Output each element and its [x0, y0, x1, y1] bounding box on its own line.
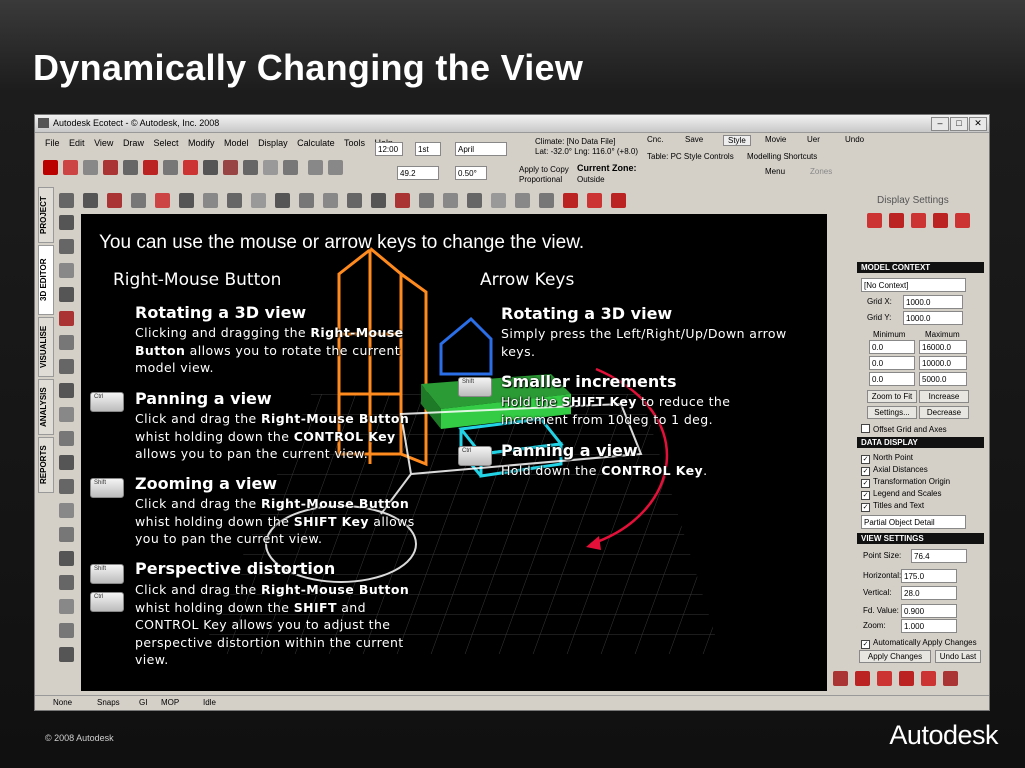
- status-selection: None: [53, 698, 73, 707]
- key-label: Ctrl: [94, 594, 104, 600]
- scale-icon[interactable]: [107, 193, 122, 208]
- right-desc-pan: [501, 462, 791, 480]
- desc-text: Click and drag the: [135, 582, 261, 597]
- plane-icon[interactable]: [59, 335, 74, 350]
- minimize-button[interactable]: –: [931, 117, 949, 131]
- panel-bottom-icon-3[interactable]: [877, 671, 892, 686]
- point-icon[interactable]: [59, 311, 74, 326]
- intro-text: You can use the mouse or arrow keys to change the view.: [99, 232, 585, 253]
- panel-icon-4[interactable]: [933, 213, 948, 228]
- status-snaps[interactable]: Snaps: [97, 698, 120, 707]
- menu-shortcut[interactable]: Menu: [765, 167, 786, 176]
- tab-undo[interactable]: Undo: [845, 135, 865, 144]
- panel-icon-1[interactable]: [867, 213, 882, 228]
- close-button[interactable]: ✕: [969, 117, 987, 131]
- panel-bottom-icon-4[interactable]: [899, 671, 914, 686]
- box3-icon[interactable]: [539, 193, 554, 208]
- toolbar-draw: [59, 193, 639, 215]
- autodesk-logo: Autodesk: [889, 720, 998, 750]
- right-heading-rotate: Rotating a 3D view: [501, 304, 673, 323]
- tab-save[interactable]: Save: [685, 135, 704, 144]
- menu-file[interactable]: File: [45, 138, 60, 148]
- node-icon[interactable]: [179, 193, 194, 208]
- value-b-field[interactable]: 0.50°: [455, 166, 487, 180]
- chain-icon[interactable]: [419, 193, 434, 208]
- horizontal-field[interactable]: 175.0: [901, 569, 957, 583]
- box-icon[interactable]: [491, 193, 506, 208]
- month-select[interactable]: April: [455, 142, 507, 156]
- ctrl-key-icon: [458, 446, 492, 466]
- tab-reports[interactable]: REPORTS: [38, 437, 54, 493]
- zones-icon[interactable]: [263, 160, 278, 175]
- window-title: Autodesk Ecotect - © Autodesk, Inc. 2008: [53, 118, 220, 128]
- menu-draw[interactable]: Draw: [122, 138, 144, 148]
- sun-icon[interactable]: [223, 160, 238, 175]
- chain2-icon[interactable]: [443, 193, 458, 208]
- curve-icon[interactable]: [347, 193, 362, 208]
- materials-icon[interactable]: [243, 160, 258, 175]
- z-max-field[interactable]: 5000.0: [919, 372, 967, 386]
- link-icon[interactable]: [227, 193, 242, 208]
- blue-house: [441, 319, 491, 374]
- layers-icon[interactable]: [203, 160, 218, 175]
- menu-display[interactable]: Display: [258, 138, 288, 148]
- mirror-icon[interactable]: [131, 193, 146, 208]
- menu-view[interactable]: View: [94, 138, 114, 148]
- menu-calculate[interactable]: Calculate: [297, 138, 335, 148]
- view-settings-header[interactable]: VIEW SETTINGS: [857, 533, 984, 544]
- desc-bold: SHIFT Key: [561, 394, 637, 409]
- open-icon[interactable]: [63, 160, 78, 175]
- toolbar-main: [43, 160, 373, 182]
- desc-text: to reduce the increment from 10deg to 1 deg.: [501, 394, 731, 427]
- horizontal-label: Horizontal:: [863, 571, 902, 580]
- decrease-button[interactable]: Decrease: [919, 406, 969, 419]
- app-icon: [38, 118, 49, 128]
- right-desc-rotate: [501, 325, 791, 360]
- zones-shortcut[interactable]: Zones: [810, 167, 833, 176]
- vertical-field[interactable]: 28.0: [901, 586, 957, 600]
- left-desc-perspective: [135, 581, 430, 669]
- desc-text: allows you to pan the current view.: [135, 446, 369, 461]
- auto-apply-checkbox[interactable]: ✓ Automatically Apply Changes: [862, 638, 977, 648]
- tab-analysis[interactable]: ANALYSIS: [38, 379, 54, 435]
- day-field[interactable]: 1st: [415, 142, 441, 156]
- display-settings-panel: [855, 187, 988, 687]
- desc-bold: CONTROL Key: [601, 463, 704, 478]
- increase-button[interactable]: Increase: [919, 390, 969, 403]
- side-tabs: [38, 187, 54, 607]
- titles-text-label: Titles and Text: [873, 501, 925, 510]
- desc-text: Hold down the: [501, 463, 602, 478]
- grid-y-label: Grid Y:: [867, 313, 892, 322]
- legend-scales-checkbox[interactable]: ✓ Legend and Scales: [862, 489, 942, 499]
- desc-bold: SHIFT: [293, 599, 337, 615]
- table-label: Table: PC Style Controls: [647, 152, 734, 161]
- polygon-icon[interactable]: [59, 359, 74, 374]
- point-size-label: Point Size:: [863, 551, 902, 560]
- pan-icon[interactable]: [59, 239, 74, 254]
- paste-icon[interactable]: [143, 160, 158, 175]
- desc-text: Click and drag the: [135, 411, 261, 426]
- north-point-checkbox[interactable]: ✓ North Point: [862, 453, 914, 463]
- tab-user[interactable]: Uer: [807, 135, 820, 144]
- arrow-icon[interactable]: [371, 193, 386, 208]
- measure-icon[interactable]: [59, 575, 74, 590]
- desc-text: allows you to pan the current view.: [135, 513, 415, 546]
- left-heading-zoom: Zooming a view: [135, 474, 278, 493]
- transformation-origin-checkbox[interactable]: ✓ Transformation Origin: [862, 477, 951, 487]
- maximize-button[interactable]: □: [950, 117, 968, 131]
- camera-icon[interactable]: [59, 479, 74, 494]
- angle-icon[interactable]: [59, 599, 74, 614]
- desc-text: Simply press the Left/Right/Up/Down arrow keys.: [501, 326, 787, 359]
- menu-bar: [45, 138, 400, 148]
- menu-modify[interactable]: Modify: [188, 138, 215, 148]
- key-label: Shift: [94, 566, 107, 572]
- undo-last-button[interactable]: Undo Last: [935, 650, 981, 663]
- fov-label: Fd. Value:: [863, 606, 899, 615]
- menu-select[interactable]: Select: [153, 138, 179, 148]
- climate-label: Climate: [No Data File]: [535, 137, 616, 146]
- zoom-to-fit-button[interactable]: Zoom to Fit: [867, 390, 917, 403]
- apply-changes-button[interactable]: Apply Changes: [859, 650, 931, 663]
- extrude-icon[interactable]: [155, 193, 170, 208]
- zoom-field[interactable]: 1.000: [901, 619, 957, 633]
- desc-text: whist holding down the: [135, 513, 294, 529]
- latlong-label: Lat: -32.0° Lng: 116.0° (+8.0): [535, 147, 638, 156]
- render-icon[interactable]: [183, 160, 198, 175]
- panel-icon-2[interactable]: [889, 213, 904, 228]
- corner-icon[interactable]: [299, 193, 314, 208]
- offset-grid-label: Offset Grid and Axes: [873, 425, 947, 434]
- status-idle: Idle: [203, 698, 216, 707]
- right-column-heading: Arrow Keys: [480, 270, 575, 290]
- desc-text: allows you to rotate the current model view.: [135, 342, 401, 375]
- status-bar: [35, 695, 989, 710]
- left-desc-zoom: [135, 495, 430, 548]
- key-label: Ctrl: [462, 448, 472, 454]
- panel-icon-5[interactable]: [955, 213, 970, 228]
- panel-icon-3[interactable]: [911, 213, 926, 228]
- key-label: Shift: [94, 480, 107, 486]
- offset-grid-checkbox[interactable]: [861, 424, 947, 434]
- left-heading-rotate: Rotating a 3D view: [135, 303, 307, 322]
- title-bar: [35, 115, 989, 133]
- desc-bold: CONTROL Key: [293, 428, 396, 444]
- ctrl-key-icon: [90, 592, 124, 612]
- undo-icon[interactable]: [308, 160, 323, 175]
- time-field[interactable]: 12:00: [375, 142, 403, 156]
- status-mop[interactable]: MOP: [161, 698, 180, 707]
- right-desc-increments: [501, 393, 791, 428]
- settings-button[interactable]: Settings...: [867, 406, 917, 419]
- tab-project[interactable]: PROJECT: [38, 187, 54, 243]
- panel-bottom-icon-1[interactable]: [833, 671, 848, 686]
- tab-3d-editor[interactable]: 3D EDITOR: [38, 245, 54, 315]
- zoom-label: Zoom:: [863, 621, 886, 630]
- tab-style[interactable]: Style: [723, 135, 751, 146]
- left-column-heading: Right-Mouse Button: [113, 270, 282, 290]
- move-icon[interactable]: [59, 193, 74, 208]
- key-label: Ctrl: [94, 394, 104, 400]
- left-heading-pan: Panning a view: [135, 389, 272, 408]
- fov-field[interactable]: 0.900: [901, 604, 957, 618]
- key-label: Shift: [462, 379, 475, 385]
- menu-model[interactable]: Model: [224, 138, 249, 148]
- rotate-icon[interactable]: [83, 193, 98, 208]
- partial-object-select[interactable]: Partial Object Detail: [861, 515, 966, 529]
- desc-text: and CONTROL Key allows you to adjust the perspective distortion within the current view.: [135, 599, 404, 667]
- chain3-icon[interactable]: [467, 193, 482, 208]
- tab-cnc[interactable]: Cnc.: [647, 135, 664, 144]
- speaker-icon[interactable]: [59, 455, 74, 470]
- desc-text: Click and drag the: [135, 496, 261, 511]
- panel-bottom-icon-6[interactable]: [943, 671, 958, 686]
- print-icon[interactable]: [163, 160, 178, 175]
- tag-icon[interactable]: [59, 527, 74, 542]
- axial-distances-checkbox[interactable]: ✓ Axial Distances: [862, 465, 928, 475]
- north-point-label: North Point: [873, 453, 914, 462]
- auto-apply-label: Automatically Apply Changes: [873, 638, 977, 647]
- array-icon[interactable]: [203, 193, 218, 208]
- flag3-icon[interactable]: [611, 193, 626, 208]
- desc-bold: Right-Mouse Button: [260, 411, 410, 426]
- grid-x-field[interactable]: 1000.0: [903, 295, 963, 309]
- desc-text: Hold the: [501, 394, 562, 409]
- line-icon[interactable]: [59, 287, 74, 302]
- legend-scales-label: Legend and Scales: [873, 489, 942, 498]
- menu-edit[interactable]: Edit: [69, 138, 85, 148]
- desc-text: Clicking and dragging the: [135, 325, 311, 340]
- scissors-icon[interactable]: [395, 193, 410, 208]
- light-icon[interactable]: [59, 431, 74, 446]
- grid-y-field[interactable]: 1000.0: [903, 311, 963, 325]
- desc-bold: Right-Mouse Button: [135, 325, 404, 358]
- panel-title: Display Settings: [877, 195, 949, 206]
- left-desc-rotate: [135, 324, 430, 377]
- left-toolbar: [56, 215, 78, 685]
- status-grid[interactable]: GI: [139, 698, 148, 707]
- grid-x-label: Grid X:: [867, 297, 892, 306]
- maximum-label: Maximum: [925, 330, 960, 339]
- bottom-panel-toolbar: [833, 671, 973, 693]
- flag2-icon[interactable]: [587, 193, 602, 208]
- context-select[interactable]: [No Context]: [861, 278, 966, 292]
- box2-icon[interactable]: [515, 193, 530, 208]
- shift-key-icon: [458, 377, 492, 397]
- minimum-label: Minimum: [873, 330, 906, 339]
- current-zone-value: Outside: [577, 175, 605, 184]
- grid-icon[interactable]: [283, 160, 298, 175]
- desc-text: whist holding down the: [135, 428, 294, 444]
- axial-distances-label: Axial Distances: [873, 465, 928, 474]
- current-zone-label: Current Zone:: [577, 163, 637, 173]
- titles-text-checkbox[interactable]: ✓ Titles and Text: [862, 501, 925, 511]
- panel-bottom-icon-5[interactable]: [921, 671, 936, 686]
- x-min-field[interactable]: 0.0: [869, 340, 915, 354]
- zoom-icon[interactable]: [59, 263, 74, 278]
- hatch-icon[interactable]: [59, 647, 74, 662]
- text-icon[interactable]: [59, 623, 74, 638]
- dimension-icon[interactable]: [59, 551, 74, 566]
- top-right-tabs: [641, 135, 881, 149]
- vertical-label: Vertical:: [863, 588, 892, 597]
- desc-bold: SHIFT Key: [293, 513, 369, 529]
- pointer-icon[interactable]: [59, 215, 74, 230]
- copyright-text: © 2008 Autodesk: [45, 733, 114, 743]
- modelling-shortcuts-label[interactable]: Modelling Shortcuts: [747, 152, 818, 161]
- point-size-field[interactable]: 76.4: [911, 549, 967, 563]
- y-min-field[interactable]: 0.0: [869, 356, 915, 370]
- transformation-origin-label: Transformation Origin: [873, 477, 951, 486]
- model-context-header[interactable]: MODEL CONTEXT: [857, 262, 984, 273]
- left-heading-perspective: Perspective distortion: [135, 559, 336, 578]
- desc-text: whist holding down the: [135, 599, 294, 615]
- save-icon[interactable]: [83, 160, 98, 175]
- appliance-icon[interactable]: [59, 503, 74, 518]
- copy-icon[interactable]: [123, 160, 138, 175]
- apply-copy-checkbox[interactable]: Apply to Copy: [519, 165, 569, 174]
- desc-bold: Right-Mouse Button: [260, 496, 410, 511]
- door-icon[interactable]: [59, 407, 74, 422]
- right-heading-increments: Smaller increments: [501, 372, 677, 391]
- corner2-icon[interactable]: [323, 193, 338, 208]
- snap-icon[interactable]: [251, 193, 266, 208]
- join-icon[interactable]: [275, 193, 290, 208]
- proportional-checkbox[interactable]: Proportional: [519, 175, 563, 184]
- menu-tools[interactable]: Tools: [343, 138, 365, 148]
- flag-icon[interactable]: [563, 193, 578, 208]
- redo-icon[interactable]: [328, 160, 343, 175]
- shift-key-icon: [90, 478, 124, 498]
- panel-bottom-icon-2[interactable]: [855, 671, 870, 686]
- x-max-field[interactable]: 16000.0: [919, 340, 967, 354]
- desc-bold: Right-Mouse Button: [260, 582, 410, 597]
- y-max-field[interactable]: 10000.0: [919, 356, 967, 370]
- data-display-header[interactable]: DATA DISPLAY: [857, 437, 984, 448]
- tab-visualise[interactable]: VISUALISE: [38, 317, 54, 377]
- tab-movie[interactable]: Movie: [765, 135, 787, 144]
- window-tool-icon[interactable]: [59, 383, 74, 398]
- right-heading-pan: Panning a view: [501, 441, 638, 460]
- ctrl-key-icon: [90, 392, 124, 412]
- slide-title: Dynamically Changing the View: [33, 47, 584, 88]
- shift-key-icon: [90, 564, 124, 584]
- z-min-field[interactable]: 0.0: [869, 372, 915, 386]
- cut-icon[interactable]: [103, 160, 118, 175]
- left-desc-pan: [135, 410, 430, 463]
- new-icon[interactable]: [43, 160, 58, 175]
- value-a-field[interactable]: 49.2: [397, 166, 439, 180]
- desc-text: .: [703, 463, 708, 478]
